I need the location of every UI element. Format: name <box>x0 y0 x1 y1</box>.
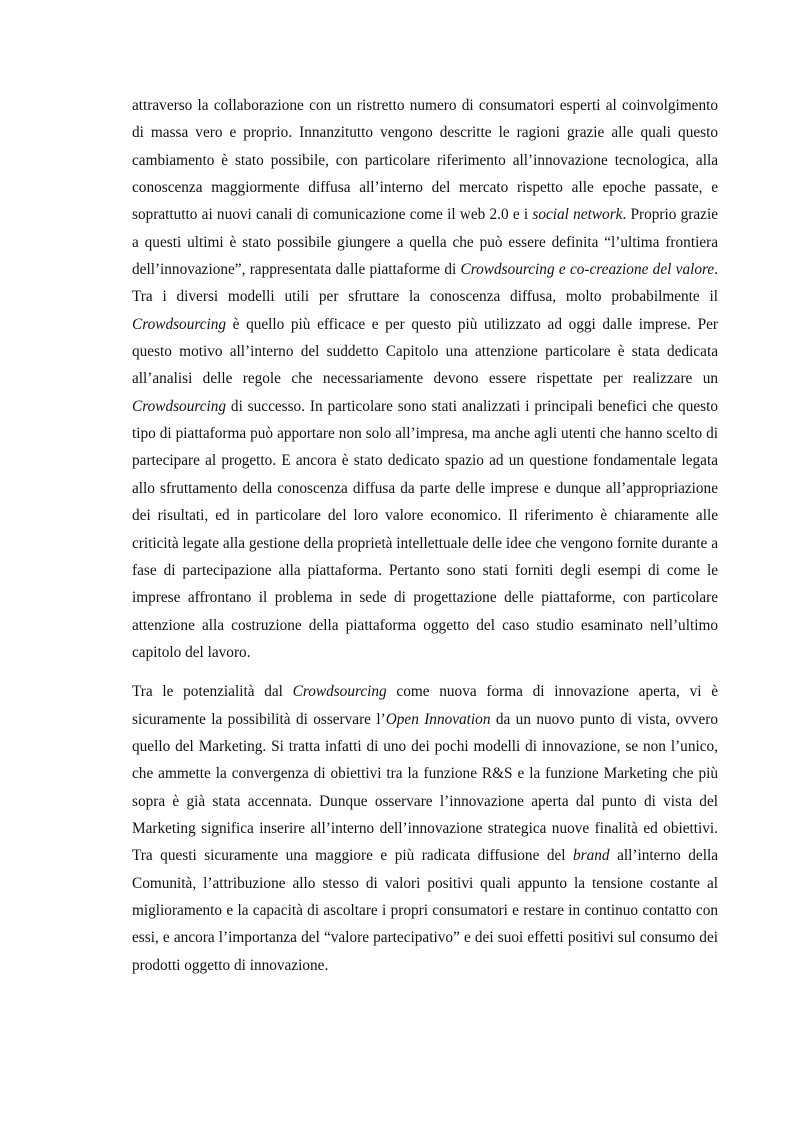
text-segment: Tra le potenzialità dal <box>132 683 293 701</box>
text-segment: è quello più efficace e per questo più utilizzato ad oggi dalle imprese. Per questo motivo all’interno del suddetto Capitolo una attenzione particolare è stata dedicata all’analisi delle regole che necessariamente devono essere rispettate per realizzare un <box>132 315 718 388</box>
italic-segment: Crowdsourcing <box>292 683 387 701</box>
italic-segment: brand <box>573 847 610 865</box>
italic-segment: Crowdsourcing <box>132 315 227 333</box>
text-segment: di successo. In particolare sono stati analizzati i principali benefici che questo tipo di piattaforma può apportare non solo all’impresa, ma anche agli utenti che hanno scelto di partecipare al progetto. E ancora è stato dedicato spazio ad un questione fondamentale legata allo sfruttamento della conoscenza diffusa da parte delle imprese e dunque all’appropriazione dei risultati, ed in particolare del loro valore economico. Il riferimento è chiaramente alle criticità legate alla gestione della proprietà intellettuale delle idee che vengono fornite durante a fase di partecipazione alla piattaforma. Pertanto sono stati forniti degli esempi di come le imprese affrontano il problema in sede di progettazione delle piattaforme, con particolare attenzione alla costruzione della piattaforma oggetto del caso studio esaminato nell’ultimo capitolo del lavoro. <box>132 397 718 661</box>
paragraph-2 <box>132 678 718 979</box>
text-segment: . Tra i diversi modelli utili per sfruttare la conoscenza diffusa, molto probabilmente il <box>132 261 719 306</box>
text-segment: attraverso la collaborazione con un ristretto numero di consumatori esperti al coinvolgimento di massa vero e proprio. Innanzitutto vengono descritte le ragioni grazie alle quali questo cambiamento è stato possibile, con particolare riferimento all’innovazione tecnologica, alla conoscenza maggiormente diffusa all’interno del mercato rispetto alle epoche passate, e soprattutto ai nuovi canali di comunicazione come il web 2.0 e i <box>132 97 718 224</box>
italic-segment: Open Innovation <box>385 710 491 728</box>
text-segment: . Proprio grazie a questi ultimi è stato possibile giungere a quella che può essere definita “l’ultima frontiera dell’innovazione”, rappresentata dalle piattaforme di <box>132 206 718 279</box>
text-segment: come nuova forma di innovazione aperta, vi è sicuramente la possibilità di osservare l’ <box>132 683 718 728</box>
italic-segment: Crowdsourcing <box>132 397 227 415</box>
text-segment: all’interno della Comunità, l’attribuzione allo stesso di valori positivi quali appunto la tensione costante al miglioramento e la capacità di ascoltare i propri consumatori e restare in continuo contatto con essi, e ancora l’importanza del “valore partecipativo” e dei suoi effetti positivi sul consumo dei prodotti oggetto di innovazione. <box>132 847 718 974</box>
document-page <box>132 92 718 979</box>
text-segment: da un nuovo punto di vista, ovvero quello del Marketing. Si tratta infatti di uno dei pochi modelli di innovazione, se non l’unico, che ammette la convergenza di obiettivi tra la funzione R&S e la funzione Marketing che più sopra è già stata accennata. Dunque osservare l’innovazione aperta dal punto di vista del Marketing significa inserire all’interno dell’innovazione strategica nuove finalità ed obiettivi. Tra questi sicuramente una maggiore e più radicata diffusione del <box>132 710 719 865</box>
paragraph-1 <box>132 92 718 666</box>
italic-segment: social network <box>532 206 623 224</box>
italic-segment: Crowdsourcing e co-creazione del valore <box>460 261 715 279</box>
